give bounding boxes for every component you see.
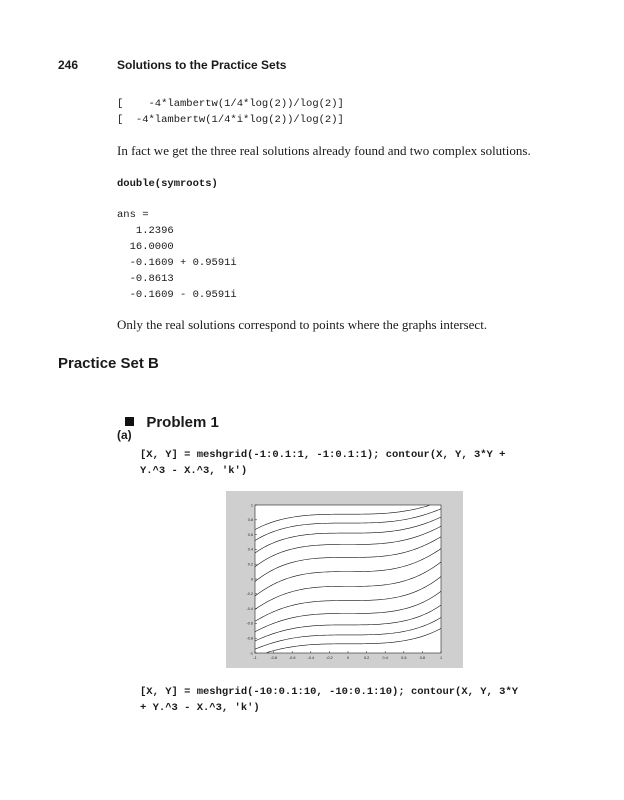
y-tick-label: 0.2 (247, 562, 253, 567)
paragraph-real-solutions: Only the real solutions correspond to points where the graphs intersect. (117, 317, 488, 332)
code-ans-line: -0.1609 - 0.9591i (117, 289, 237, 301)
part-label: (a) (117, 428, 132, 442)
x-tick-label: 0.8 (419, 656, 426, 660)
x-tick-label: -0.4 (307, 656, 315, 660)
y-tick-label: -0.2 (246, 592, 253, 597)
running-header-title: Solutions to the Practice Sets (117, 58, 287, 72)
x-tick-label: -0.2 (326, 656, 333, 660)
section-title: Practice Set B (58, 355, 159, 372)
y-tick-label: -0.6 (246, 621, 253, 626)
x-tick-label: 0.6 (401, 656, 407, 660)
x-tick-label: 0 (346, 656, 350, 660)
code-ans-line: ans = (117, 209, 149, 221)
y-tick-label: 0.6 (247, 532, 253, 537)
y-tick-label: 0.8 (247, 518, 253, 523)
y-tick-label: 0.4 (247, 547, 253, 552)
y-tick-label: -1 (249, 651, 253, 656)
x-tick-label: 1 (439, 656, 443, 660)
code-contour-1-line-2: Y.^3 - X.^3, 'k') (140, 465, 248, 477)
y-tick-label: 0 (250, 577, 253, 582)
page-number: 246 (58, 58, 79, 72)
paragraph-complex-solutions: In fact we get the three real solutions already found and two complex solutions. (117, 143, 531, 158)
code-symroots-line-1: [ -4*lambertw(1/4*log(2))/log(2)] (117, 98, 344, 110)
y-tick-label: 1 (250, 503, 253, 508)
problem-heading (117, 397, 219, 431)
x-tick-label: -1 (253, 656, 257, 660)
x-tick-label: 0.2 (363, 656, 370, 660)
code-contour-1-line-1: [X, Y] = meshgrid(-1:0.1:1, -1:0.1:1); contour(X, Y, 3*Y + (140, 449, 506, 461)
x-tick-label: -0.8 (270, 656, 277, 660)
code-ans-line: -0.1609 + 0.9591i (117, 257, 237, 269)
contour-plot-figure (226, 491, 463, 668)
x-tick-label: 0.4 (382, 656, 388, 660)
contour-plot (226, 491, 463, 668)
problem-title: Problem 1 (146, 414, 219, 431)
code-symroots-line-2: [ -4*lambertw(1/4*i*log(2))/log(2)] (117, 114, 344, 126)
code-double-symroots: double(symroots) (117, 178, 218, 190)
code-ans-line: -0.8613 (117, 273, 174, 285)
y-tick-label: -0.4 (246, 606, 253, 611)
code-contour-2-line-1: [X, Y] = meshgrid(-10:0.1:10, -10:0.1:10); contour(X, Y, 3*Y (140, 686, 519, 698)
code-ans-line: 16.0000 (117, 241, 174, 253)
square-bullet-icon (125, 417, 134, 426)
y-tick-label: -0.8 (246, 636, 253, 641)
code-ans-line: 1.2396 (117, 225, 174, 237)
code-contour-2-line-2: + Y.^3 - X.^3, 'k') (140, 702, 260, 714)
x-tick-label: -0.6 (288, 656, 296, 660)
